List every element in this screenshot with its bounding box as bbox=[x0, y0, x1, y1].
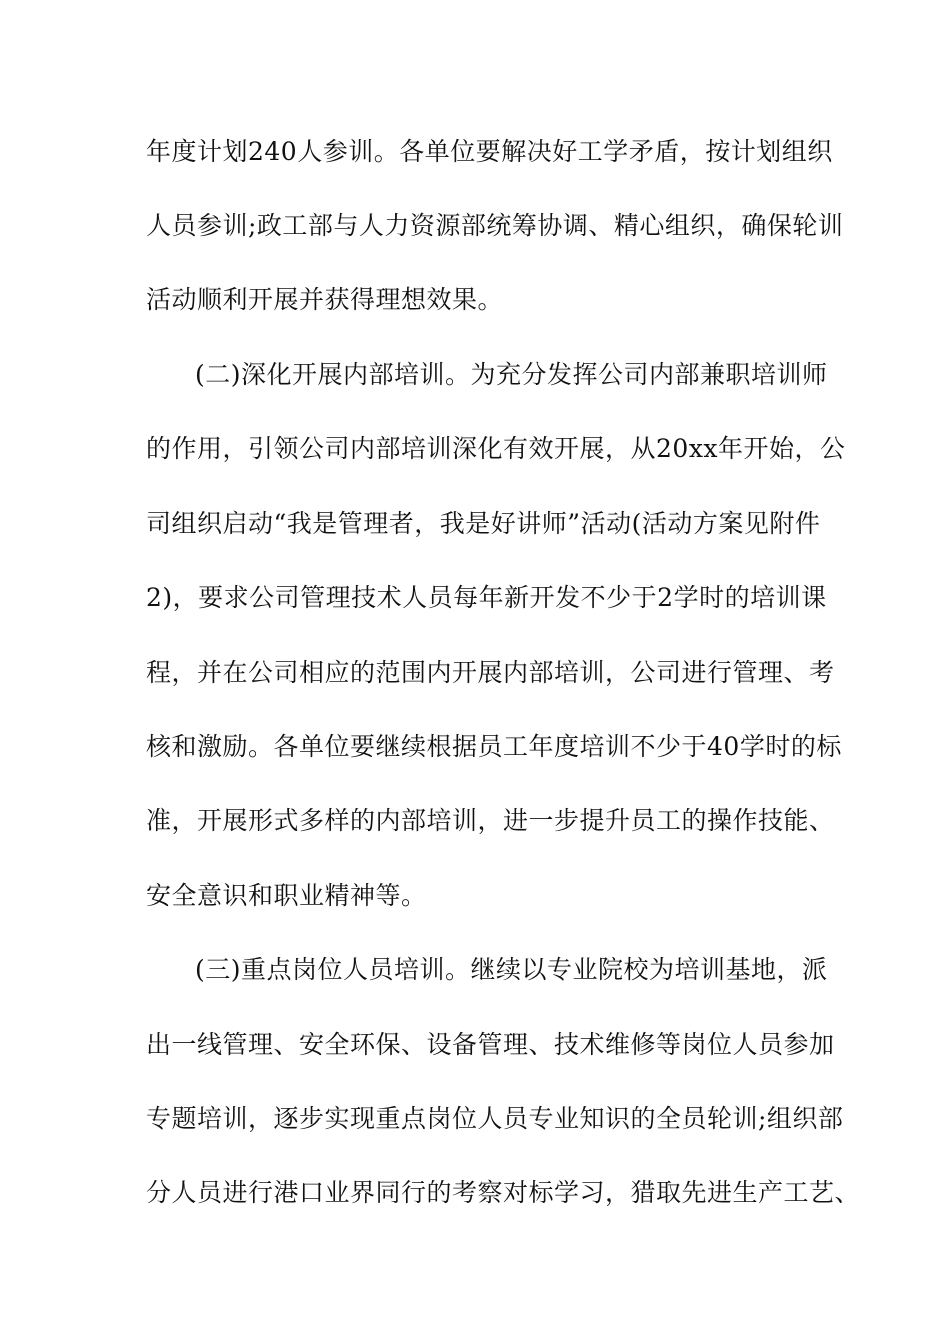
text-line: 程，并在公司相应的范围内开展内部培训，公司进行管理、考 bbox=[146, 658, 835, 687]
text-line: 核和激励。各单位要继续根据员工年度培训不少于40学时的标 bbox=[146, 732, 842, 761]
text-line: 活动顺利开展并获得理想效果。 bbox=[146, 285, 504, 314]
text-line: 专题培训，逐步实现重点岗位人员专业知识的全员轮训;组织部 bbox=[146, 1104, 844, 1133]
text-line: 准，开展形式多样的内部培训，进一步提升员工的操作技能、 bbox=[146, 806, 835, 835]
text-line: 司组织启动“我是管理者，我是好讲师”活动(活动方案见附件 bbox=[146, 509, 821, 538]
text-line: 分人员进行港口业界同行的考察对标学习，猎取先进生产工艺、 bbox=[146, 1178, 861, 1207]
paragraph-start-line: (三)重点岗位人员培训。继续以专业院校为培训基地，派 bbox=[195, 955, 828, 984]
text-line: 年度计划240人参训。各单位要解决好工学矛盾，按计划组织 bbox=[146, 137, 833, 166]
text-line: 的作用，引领公司内部培训深化有效开展，从20xx年开始，公 bbox=[146, 434, 846, 463]
paragraph-start-line: (二)深化开展内部培训。为充分发挥公司内部兼职培训师 bbox=[195, 360, 828, 389]
text-line: 安全意识和职业精神等。 bbox=[146, 881, 427, 910]
text-line: 出一线管理、安全环保、设备管理、技术维修等岗位人员参加 bbox=[146, 1030, 835, 1059]
text-line: 人员参训;政工部与人力资源部统筹协调、精心组织，确保轮训 bbox=[146, 211, 844, 240]
text-line: 2)，要求公司管理技术人员每年新开发不少于2学时的培训课 bbox=[146, 583, 827, 612]
